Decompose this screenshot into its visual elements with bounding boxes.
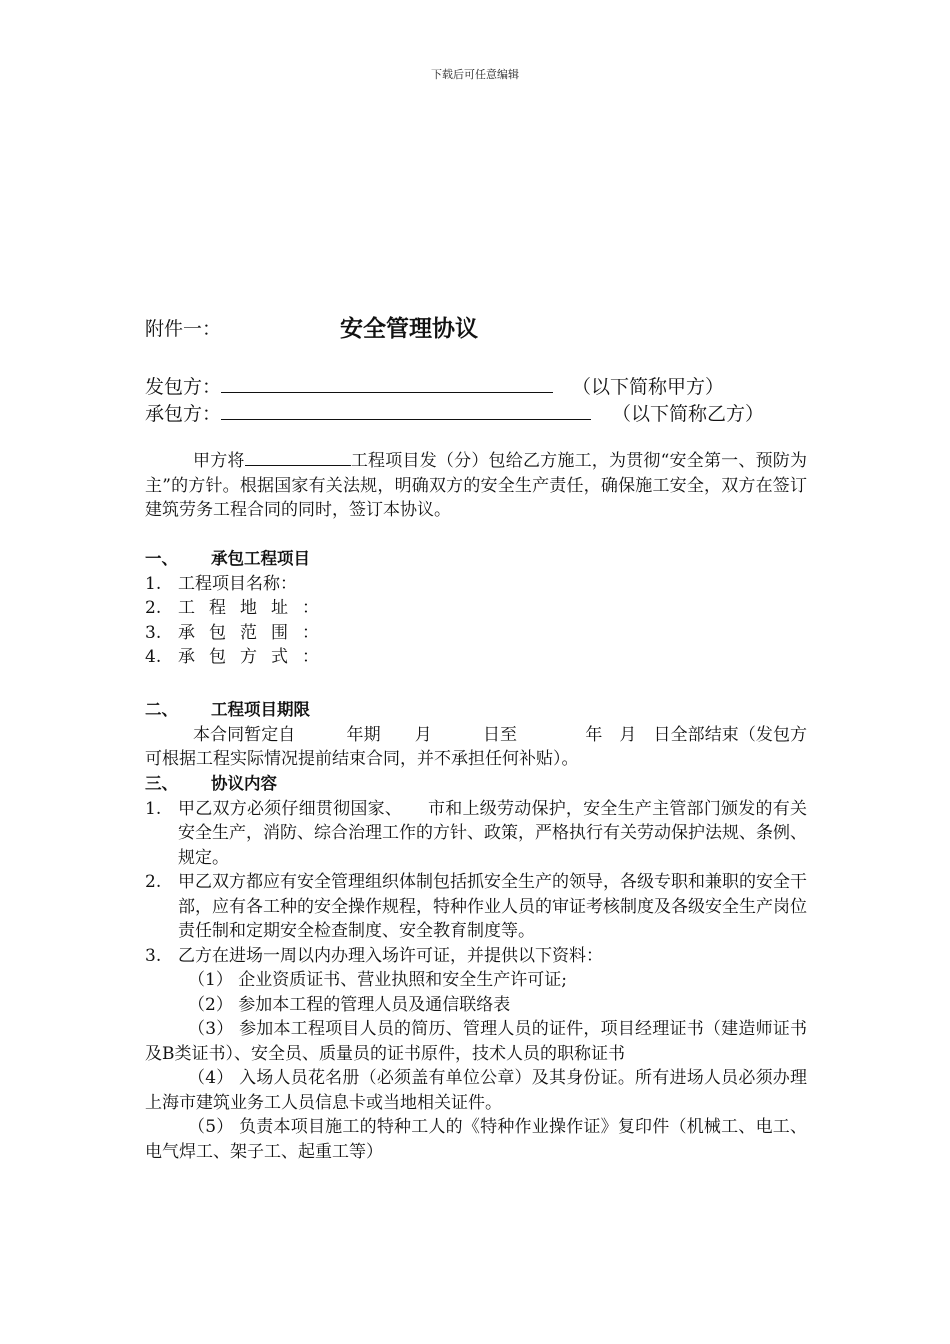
section-3-number: 三、 [145,774,178,793]
section-3 [145,772,807,1164]
header-note: 下载后可任意编辑 [431,68,519,81]
section-2-title: 工程项目期限 [211,700,310,719]
intro-part1: 甲方将 [193,451,245,471]
list-item: 1. 甲乙双方必须仔细贯彻国家、 市和上级劳动保护，安全生产主管部门颁发的有关安全生产，消防、综合治理工作的方针、政策，严格执行有关劳动保护法规、条例、规定。 [145,798,807,868]
list-item: 2. 甲乙双方都应有安全管理组织体制包括抓安全生产的领导，各级专职和兼职的安全干部，应有各工种的安全操作规程，特种作业人员的审证考核制度及各级安全生产岗位责任制和定期安全检查制度、安全教育制度等。 [145,872,807,941]
section-2-heading [145,698,807,723]
list-item: 3. 乙方在进场一周以内办理入场许可证，并提供以下资料： [145,945,603,966]
intro-paragraph [145,449,807,523]
party-b-suffix: （以下简称乙方） [612,403,765,425]
section-3-heading [145,772,807,797]
sub-item: （4） 入场人员花名册（必须盖有单位公章）及其身份证。所有进场人员必须办理上海市建筑业务工人员信息卡或当地相关证件。 [145,1068,807,1113]
party-b-blank [221,401,591,420]
party-a-line [145,372,725,399]
section-1-heading [145,547,807,572]
party-b-line [145,399,765,426]
project-blank [245,449,351,466]
intro-part2: 工程项目发（分）包给乙方施工，为贯彻“安全第一、预防为主”的方针。根据国家有关法规，明确双方的安全生产责任，确保施工安全，双方在签订建筑劳务工程合同的同时，签订本协议。 [145,451,807,520]
list-item: 4. 承包方式： [145,647,333,667]
list-item: 3. 承包范围： [145,622,333,643]
section-1 [145,547,807,670]
party-a-label: 发包方： [145,376,222,398]
document-title: 安全管理协议 [340,316,478,342]
section-3-title: 协议内容 [211,774,277,793]
sub-item: （5） 负责本项目施工的特种工人的《特种作业操作证》复印件（机械工、电工、电气焊工、架子工、起重工等） [145,1117,807,1162]
party-b-label: 承包方： [145,403,222,425]
sub-item: （1） 企业资质证书、营业执照和安全生产许可证; [188,970,567,990]
party-a-blank [221,374,553,393]
sub-item: （3） 参加本工程项目人员的简历、管理人员的证件，项目经理证书（建造师证书及B类证书）、安全员、质量员的证书原件，技术人员的职称证书 [145,1019,807,1064]
list-item: 1. 工程项目名称： [145,573,297,594]
attachment-label: 附件一： [145,318,222,340]
sub-item: （2） 参加本工程的管理人员及通信联络表 [188,994,511,1015]
section-1-number: 一、 [145,549,178,568]
section-2-text: 本合同暂定自 年期 月 日至 年 月 日全部结束（发包方可根据工程实际情况提前结束合同，并不承担任何补贴）。 [145,724,807,769]
section-2-number: 二、 [145,700,178,719]
list-item: 2. 工程地址： [145,598,333,618]
section-1-title: 承包工程项目 [211,549,310,568]
section-2 [145,698,807,772]
party-a-suffix: （以下简称甲方） [572,376,725,398]
